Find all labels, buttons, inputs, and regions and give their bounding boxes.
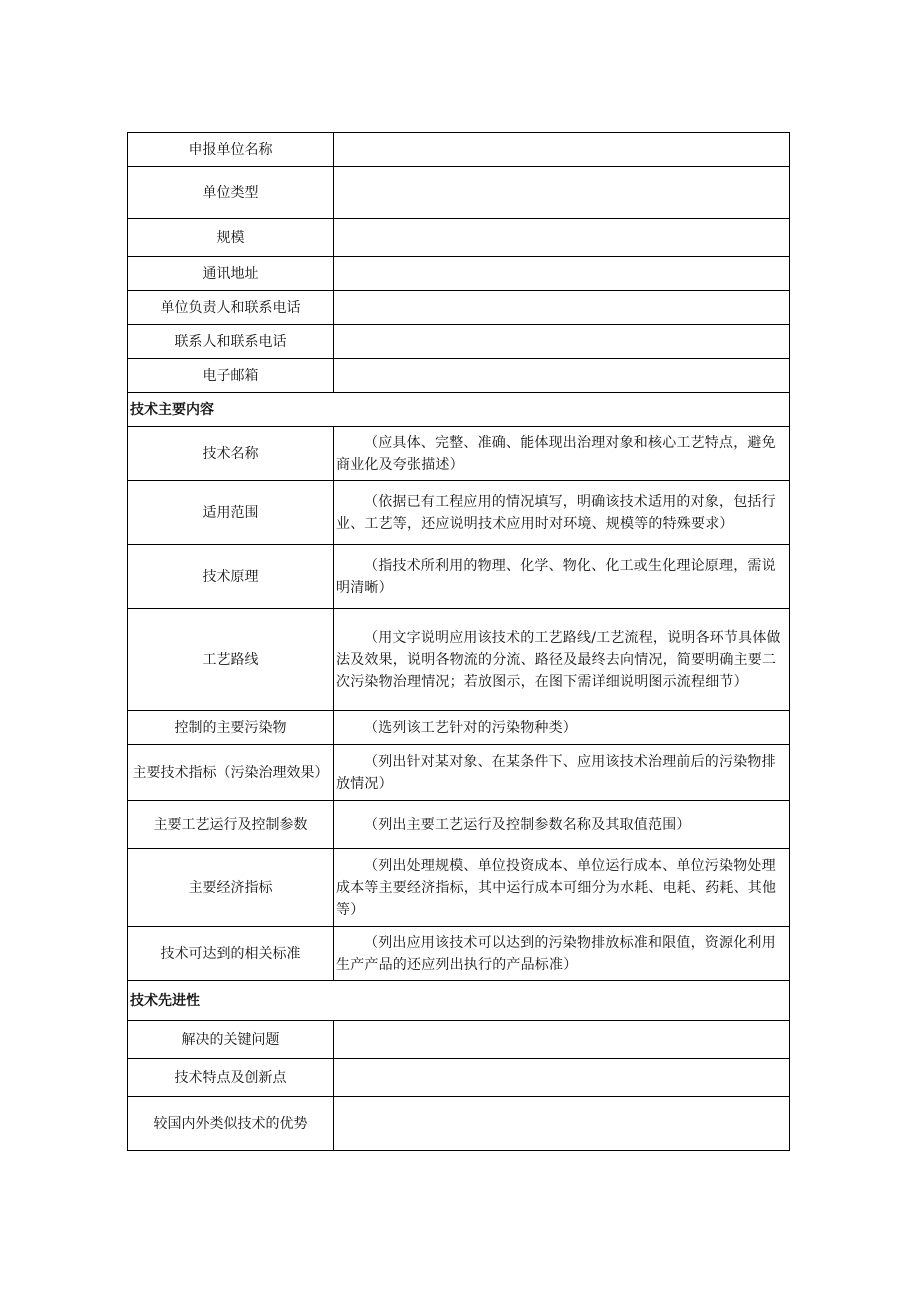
label-unit-name: 申报单位名称 bbox=[128, 133, 334, 167]
row-economic-indicators bbox=[128, 849, 790, 927]
row-pollutants bbox=[128, 711, 790, 745]
label-scope: 适用范围 bbox=[128, 481, 334, 545]
row-unit-type bbox=[128, 167, 790, 219]
field-key-problems[interactable] bbox=[334, 1021, 790, 1059]
row-process-route bbox=[128, 609, 790, 711]
section-tech-content bbox=[128, 393, 790, 427]
label-standards: 技术可达到的相关标准 bbox=[128, 927, 334, 981]
field-advantages[interactable] bbox=[334, 1097, 790, 1151]
row-tech-indicators bbox=[128, 745, 790, 801]
field-innovation[interactable] bbox=[334, 1059, 790, 1097]
field-unit-type[interactable] bbox=[334, 167, 790, 219]
field-standards[interactable] bbox=[334, 927, 790, 981]
label-process-params: 主要工艺运行及控制参数 bbox=[128, 801, 334, 849]
label-innovation: 技术特点及创新点 bbox=[128, 1059, 334, 1097]
field-scope[interactable] bbox=[334, 481, 790, 545]
label-head-contact: 单位负责人和联系电话 bbox=[128, 291, 334, 325]
hint-principle: （指技术所利用的物理、化学、物化、化工或生化理论原理，需说明清晰） bbox=[336, 557, 776, 596]
row-tech-name bbox=[128, 427, 790, 481]
hint-tech-indicators: （列出针对某对象、在某条件下、应用该技术治理前后的污染物排放情况） bbox=[336, 753, 776, 792]
label-contact: 联系人和联系电话 bbox=[128, 325, 334, 359]
hint-standards: （列出应用该技术可以达到的污染物排放标准和限值，资源化利用生产产品的还应列出执行的产品标准） bbox=[336, 934, 776, 973]
hint-scope: （依据已有工程应用的情况填写，明确该技术适用的对象，包括行业、工艺等，还应说明技术应用时对环境、规模等的特殊要求） bbox=[336, 493, 776, 532]
row-address bbox=[128, 257, 790, 291]
label-key-problems: 解决的关键问题 bbox=[128, 1021, 334, 1059]
row-unit-name bbox=[128, 133, 790, 167]
label-tech-indicators: 主要技术指标（污染治理效果） bbox=[128, 745, 334, 801]
application-form-table bbox=[127, 132, 790, 1151]
field-scale[interactable] bbox=[334, 219, 790, 257]
label-unit-type: 单位类型 bbox=[128, 167, 334, 219]
row-principle bbox=[128, 545, 790, 609]
row-key-problems bbox=[128, 1021, 790, 1059]
row-scale bbox=[128, 219, 790, 257]
field-tech-indicators[interactable] bbox=[334, 745, 790, 801]
row-email bbox=[128, 359, 790, 393]
field-principle[interactable] bbox=[334, 545, 790, 609]
field-unit-name[interactable] bbox=[334, 133, 790, 167]
label-address: 通讯地址 bbox=[128, 257, 334, 291]
label-email: 电子邮箱 bbox=[128, 359, 334, 393]
hint-pollutants: （选列该工艺针对的污染物种类） bbox=[364, 719, 577, 736]
label-tech-name: 技术名称 bbox=[128, 427, 334, 481]
field-economic-indicators[interactable] bbox=[334, 849, 790, 927]
hint-tech-name: （应具体、完整、准确、能体现出治理对象和核心工艺特点，避免商业化及夸张描述） bbox=[336, 434, 776, 473]
field-process-route[interactable] bbox=[334, 609, 790, 711]
row-contact bbox=[128, 325, 790, 359]
field-tech-name[interactable] bbox=[334, 427, 790, 481]
label-process-route: 工艺路线 bbox=[128, 609, 334, 711]
label-advantages: 较国内外类似技术的优势 bbox=[128, 1097, 334, 1151]
section-tech-advancement bbox=[128, 981, 790, 1021]
hint-process-params: （列出主要工艺运行及控制参数名称及其取值范围） bbox=[364, 816, 691, 833]
section-title-tech-advancement: 技术先进性 bbox=[128, 981, 790, 1021]
section-title-tech-content: 技术主要内容 bbox=[128, 393, 790, 427]
row-innovation bbox=[128, 1059, 790, 1097]
label-scale: 规模 bbox=[128, 219, 334, 257]
hint-economic-indicators: （列出处理规模、单位投资成本、单位运行成本、单位污染物处理成本等主要经济指标，其中运行成本可细分为水耗、电耗、药耗、其他等） bbox=[336, 857, 777, 918]
field-head-contact[interactable] bbox=[334, 291, 790, 325]
row-process-params bbox=[128, 801, 790, 849]
label-pollutants: 控制的主要污染物 bbox=[128, 711, 334, 745]
row-head-contact bbox=[128, 291, 790, 325]
field-email[interactable] bbox=[334, 359, 790, 393]
hint-process-route: （用文字说明应用该技术的工艺路线/工艺流程，说明各环节具体做法及效果，说明各物流的分流、路径及最终去向情况，简要明确主要二次污染物治理情况；若放图示，在图下需详细说明图示流程细节） bbox=[336, 629, 781, 690]
row-scope bbox=[128, 481, 790, 545]
field-address[interactable] bbox=[334, 257, 790, 291]
field-process-params[interactable] bbox=[334, 801, 790, 849]
label-economic-indicators: 主要经济指标 bbox=[128, 849, 334, 927]
field-pollutants[interactable] bbox=[334, 711, 790, 745]
row-standards bbox=[128, 927, 790, 981]
field-contact[interactable] bbox=[334, 325, 790, 359]
row-advantages bbox=[128, 1097, 790, 1151]
label-principle: 技术原理 bbox=[128, 545, 334, 609]
